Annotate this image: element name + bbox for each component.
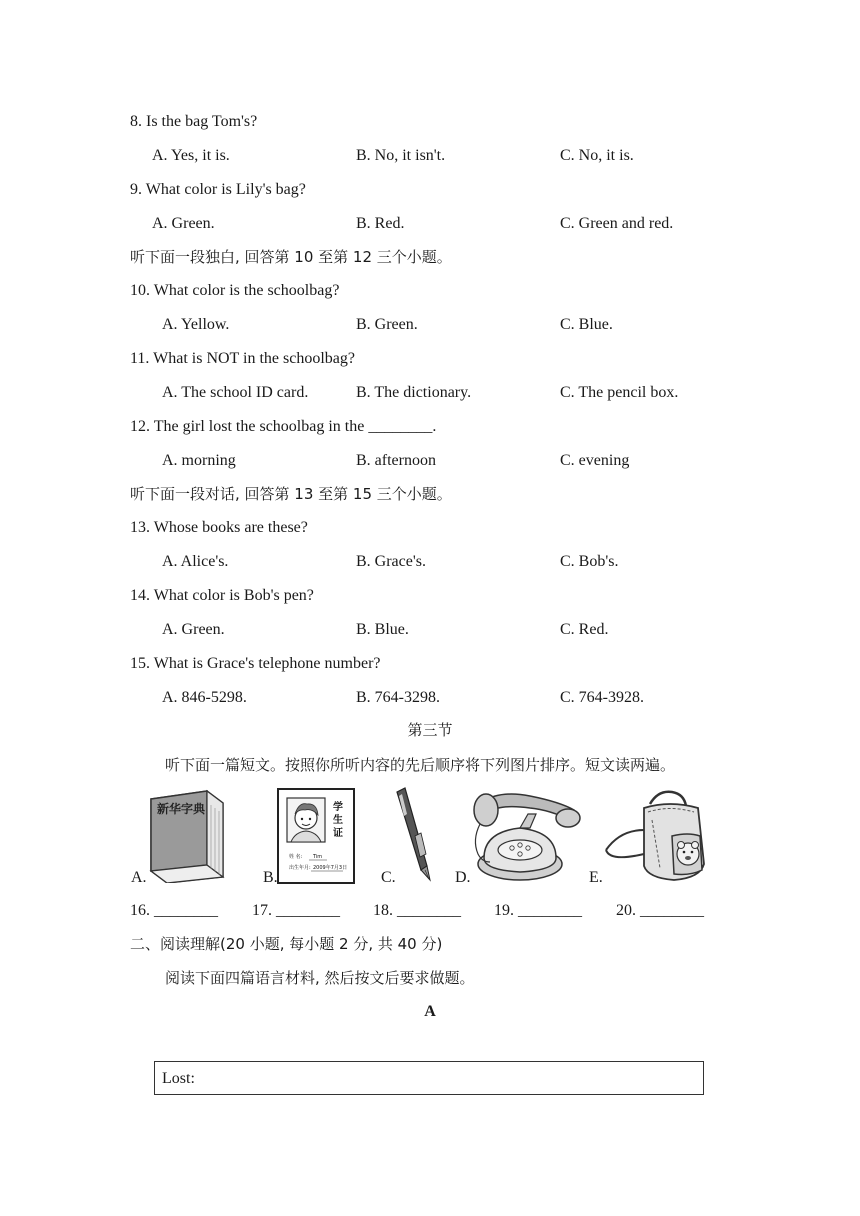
q12-option-a: A. morning xyxy=(162,452,236,469)
answer-blank-17[interactable]: 17. ________ xyxy=(252,902,340,919)
q15-option-b: B. 764-3298. xyxy=(356,689,440,706)
answer-blank-18[interactable]: 18. ________ xyxy=(373,902,461,919)
q11-option-b: B. The dictionary. xyxy=(356,384,472,401)
answer-blank-20[interactable]: 20. ________ xyxy=(616,902,704,919)
section3-instruction: 听下面一篇短文。按照你所听内容的先后顺序将下列图片排序。短文读两遍。 xyxy=(165,756,676,774)
picture-b-label: B. xyxy=(263,869,278,886)
part2-instruction: 阅读下面四篇语言材料, 然后按文后要求做题。 xyxy=(165,969,475,987)
q8-option-b: B. No, it isn't. xyxy=(356,147,446,164)
q10-option-c: C. Blue. xyxy=(560,316,613,333)
question-11: 11. What is NOT in the schoolbag? xyxy=(130,350,355,367)
student-id-card-icon xyxy=(277,788,355,884)
q15-option-c: C. 764-3928. xyxy=(560,689,644,706)
q15-option-a: A. 846-5298. xyxy=(162,689,247,706)
q9-option-a: A. Green. xyxy=(152,215,215,232)
id-card-name-field: 姓 名: xyxy=(289,854,303,860)
pen-icon xyxy=(393,786,435,884)
q11-option-c: C. The pencil box. xyxy=(560,384,679,401)
q13-option-b: B. Grace's. xyxy=(356,553,426,570)
q10-option-b: B. Green. xyxy=(356,316,418,333)
q10-option-a: A. Yellow. xyxy=(162,316,230,333)
question-10: 10. What color is the schoolbag? xyxy=(130,282,340,299)
question-13: 13. Whose books are these? xyxy=(130,519,308,536)
id-card-title-char-1: 学 xyxy=(333,802,343,813)
q9-option-b: B. Red. xyxy=(356,215,405,232)
lost-notice-text: Lost: xyxy=(162,1070,195,1087)
answer-blank-16[interactable]: 16. ________ xyxy=(130,902,218,919)
part2-heading: 二、阅读理解(20 小题, 每小题 2 分, 共 40 分) xyxy=(130,935,443,953)
picture-e-label: E. xyxy=(589,869,603,886)
q11-option-a: A. The school ID card. xyxy=(162,384,309,401)
answer-blank-19[interactable]: 19. ________ xyxy=(494,902,582,919)
id-card-date-value: 2009年7月3日 xyxy=(313,865,348,871)
q9-option-c: C. Green and red. xyxy=(560,215,674,232)
picture-c-label: C. xyxy=(381,869,396,886)
schoolbag-icon xyxy=(600,790,712,884)
q14-option-c: C. Red. xyxy=(560,621,609,638)
q8-option-a: A. Yes, it is. xyxy=(152,147,230,164)
lost-notice-box xyxy=(154,1061,704,1095)
question-12: 12. The girl lost the schoolbag in the ________. xyxy=(130,418,437,435)
q12-option-b: B. afternoon xyxy=(356,452,436,469)
id-card-date-field: 出生年月: xyxy=(289,865,311,871)
id-card-title-char-3: 证 xyxy=(333,828,343,839)
picture-a-label: A. xyxy=(131,869,147,886)
monologue-instruction: 听下面一段独白, 回答第 10 至第 12 三个小题。 xyxy=(130,248,452,266)
id-card-title-char-2: 生 xyxy=(333,815,343,826)
q14-option-a: A. Green. xyxy=(162,621,225,638)
telephone-icon xyxy=(470,784,584,884)
q12-option-c: C. evening xyxy=(560,452,630,469)
q14-option-b: B. Blue. xyxy=(356,621,409,638)
passage-label: A xyxy=(424,1003,436,1020)
dialogue-instruction: 听下面一段对话, 回答第 13 至第 15 三个小题。 xyxy=(130,485,452,503)
picture-d-label: D. xyxy=(455,869,471,886)
section3-title: 第三节 xyxy=(407,721,453,739)
question-14: 14. What color is Bob's pen? xyxy=(130,587,314,604)
q13-option-c: C. Bob's. xyxy=(560,553,619,570)
q13-option-a: A. Alice's. xyxy=(162,553,229,570)
dictionary-icon xyxy=(145,785,227,883)
question-8: 8. Is the bag Tom's? xyxy=(130,113,258,130)
q8-option-c: C. No, it is. xyxy=(560,147,634,164)
question-15: 15. What is Grace's telephone number? xyxy=(130,655,381,672)
id-card-name-value: Tim xyxy=(313,854,323,860)
question-9: 9. What color is Lily's bag? xyxy=(130,181,306,198)
dictionary-title: 新华字典 xyxy=(157,802,206,816)
